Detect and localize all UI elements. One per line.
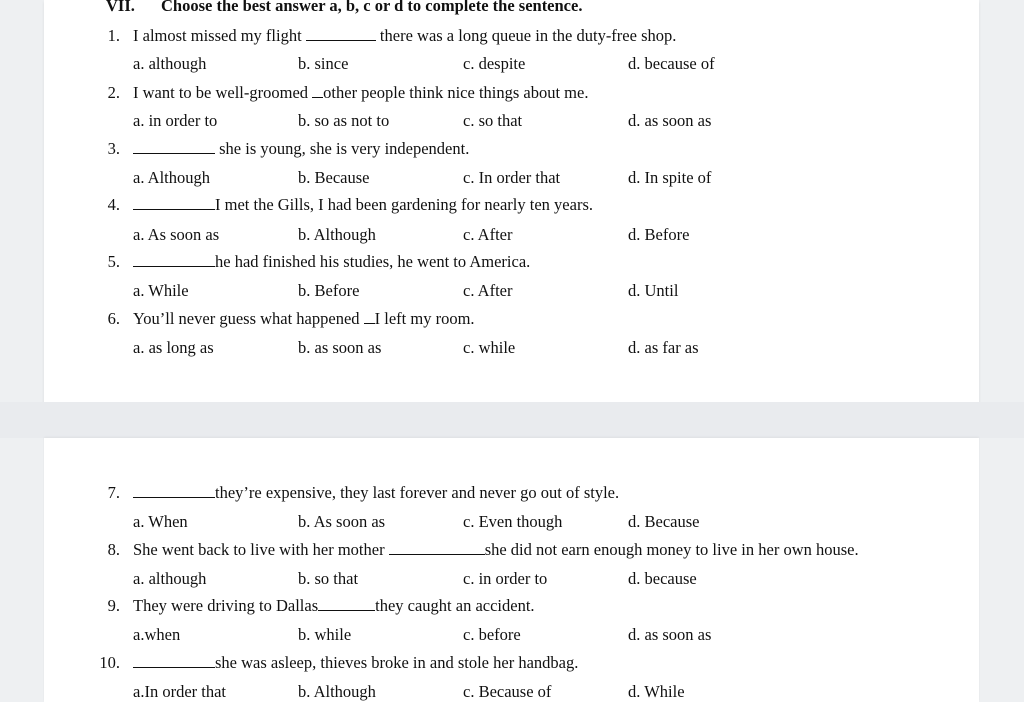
question-number: 8.	[107, 540, 120, 559]
section-instructions: Choose the best answer a, b, c or d to complete the sentence.	[161, 0, 583, 15]
option-d[interactable]: d. as far as	[628, 338, 699, 357]
option-b[interactable]: b. Before	[298, 281, 360, 300]
question-text: she is young, she is very independent.	[133, 139, 469, 159]
option-b[interactable]: b. so that	[298, 569, 359, 588]
section-number: VII.	[106, 0, 135, 15]
option-a[interactable]: a. When	[133, 512, 188, 531]
option-d[interactable]: d. as soon as	[628, 625, 712, 644]
option-b[interactable]: b. since	[298, 54, 349, 73]
option-d[interactable]: d. because	[628, 569, 697, 588]
question-number: 5.	[107, 252, 120, 271]
question-number: 2.	[107, 83, 120, 102]
question-text: he had finished his studies, he went to America.	[133, 252, 530, 272]
option-a[interactable]: a. While	[133, 281, 189, 300]
option-b[interactable]: b. Although	[298, 682, 376, 701]
option-c[interactable]: c. in order to	[463, 569, 548, 588]
question-number: 1.	[107, 26, 120, 45]
option-a[interactable]: a. in order to	[133, 111, 218, 130]
question-text: You’ll never guess what happened I left my room.	[133, 309, 475, 328]
option-d[interactable]: d. because of	[628, 54, 715, 73]
option-a[interactable]: a. as long as	[133, 338, 214, 357]
section-heading	[106, 0, 582, 16]
question-number: 9.	[107, 596, 120, 615]
option-b[interactable]: b. Because	[298, 168, 370, 187]
question-number: 3.	[107, 139, 120, 158]
question-text: I almost missed my flight there was a long queue in the duty-free shop.	[133, 26, 677, 45]
option-d[interactable]: d. as soon as	[628, 111, 712, 130]
option-d[interactable]: d. In spite of	[628, 168, 712, 187]
page-gap	[0, 402, 1024, 438]
option-c[interactable]: c. After	[463, 225, 513, 244]
question-text: she was asleep, thieves broke in and stole her handbag.	[133, 653, 578, 673]
option-c[interactable]: c. while	[463, 338, 516, 357]
question-text: I met the Gills, I had been gardening for nearly ten years.	[133, 195, 593, 215]
option-a[interactable]: a. although	[133, 569, 207, 588]
option-a[interactable]: a.when	[133, 625, 181, 644]
option-d[interactable]: d. Until	[628, 281, 679, 300]
option-c[interactable]: c. so that	[463, 111, 523, 130]
option-b[interactable]: b. Although	[298, 225, 376, 244]
option-b[interactable]: b. while	[298, 625, 352, 644]
option-d[interactable]: d. While	[628, 682, 685, 701]
option-b[interactable]: b. so as not to	[298, 111, 390, 130]
question-number: 10.	[99, 653, 120, 672]
option-d[interactable]: d. Because	[628, 512, 700, 531]
question-text: She went back to live with her mother she did not earn enough money to live in her own house.	[133, 540, 859, 559]
option-a[interactable]: a.In order that	[133, 682, 226, 701]
question-number: 4.	[107, 195, 120, 214]
option-c[interactable]: c. In order that	[463, 168, 561, 187]
option-c[interactable]: c. Even though	[463, 512, 563, 531]
option-c[interactable]: c. before	[463, 625, 521, 644]
option-a[interactable]: a. Although	[133, 168, 210, 187]
question-text: they’re expensive, they last forever and never go out of style.	[133, 483, 619, 503]
question-text: They were driving to Dallas they caught an accident.	[133, 596, 535, 615]
option-a[interactable]: a. although	[133, 54, 207, 73]
option-c[interactable]: c. Because of	[463, 682, 552, 701]
option-c[interactable]: c. despite	[463, 54, 526, 73]
question-text: I want to be well-groomed other people think nice things about me.	[133, 83, 589, 102]
option-b[interactable]: b. as soon as	[298, 338, 382, 357]
option-d[interactable]: d. Before	[628, 225, 690, 244]
question-number: 7.	[107, 483, 120, 502]
option-c[interactable]: c. After	[463, 281, 513, 300]
option-a[interactable]: a. As soon as	[133, 225, 220, 244]
question-number: 6.	[107, 309, 120, 328]
option-b[interactable]: b. As soon as	[298, 512, 386, 531]
